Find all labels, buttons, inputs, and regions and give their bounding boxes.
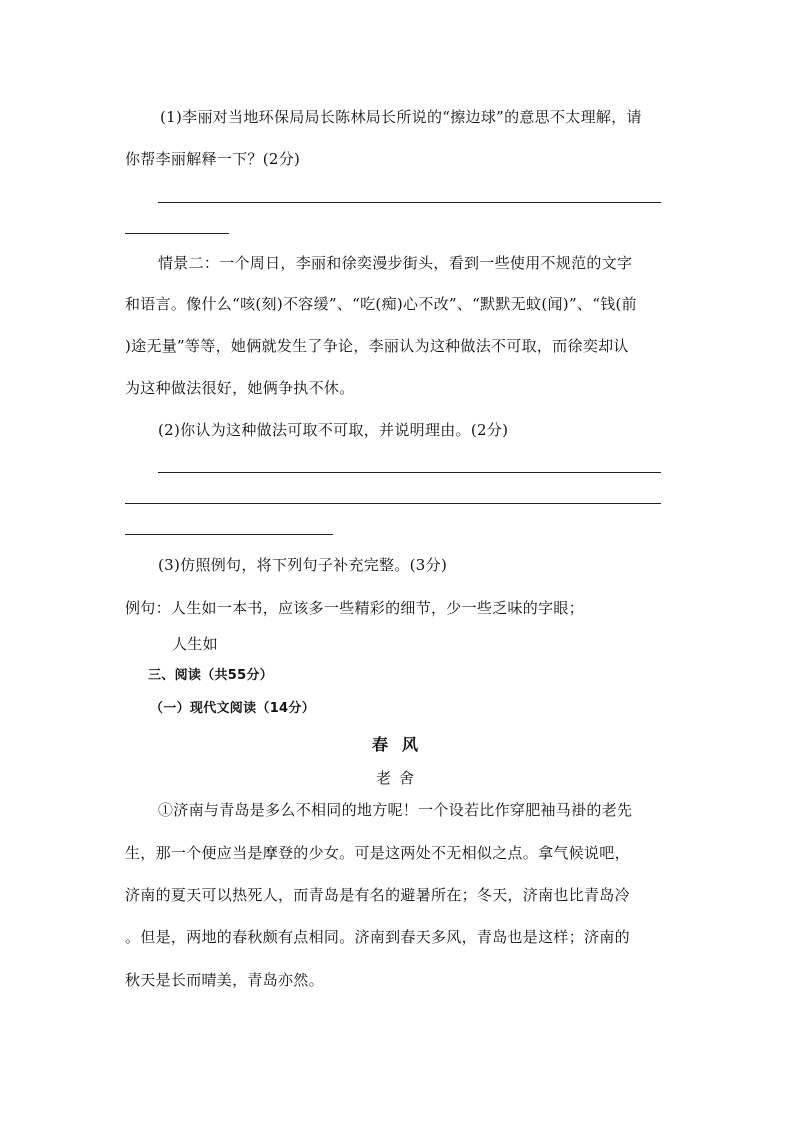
scene-2-line-3: )途无量”等等，她俩就发生了争论，李丽认为这种做法不可取，而徐奕却认 [125, 337, 629, 355]
answer-line [158, 202, 661, 203]
question-3-line-1: (3)仿照例句，将下列句子补充完整。(3分) [158, 556, 448, 574]
answer-line [125, 503, 661, 504]
article-title: 春风 [372, 735, 433, 754]
question-2-line-1: (2)你认为这种做法可取不可取，并说明理由。(2分) [158, 421, 509, 439]
paragraph-line: ①济南与青岛是多么不相同的地方呢！一个设若比作穿肥袖马褂的老先 [158, 801, 633, 819]
answer-start: 人生如 [172, 635, 218, 653]
answer-line [158, 472, 661, 473]
example-sentence: 例句：人生如一本书，应该多一些精彩的细节，少一些乏味的字眼； [125, 599, 585, 617]
answer-line [125, 534, 333, 535]
paragraph-line: 秋天是长而晴美，青岛亦然。 [125, 971, 324, 989]
section-heading: 三、阅读（共55分） [148, 668, 274, 683]
scene-2-line-2: 和语言。像什么“咳(刻)不容缓”、“吃(痴)心不改”、“默默无蚊(闻)”、“钱(前 [125, 295, 637, 313]
subsection-heading: （一）现代文阅读（14分） [150, 701, 315, 716]
paragraph-line: 。但是，两地的春秋颇有点相同。济南到春天多风，青岛也是这样；济南的 [125, 928, 630, 946]
paragraph-line: 济南的夏天可以热死人，而青岛是有名的避暑所在；冬天，济南也比青岛冷 [125, 886, 630, 904]
article-author: 老舍 [376, 769, 423, 787]
paragraph-line: 生，那一个便应当是摩登的少女。可是这两处不无相似之点。拿气候说吧， [125, 844, 630, 862]
question-1-line-1: (1)李丽对当地环保局局长陈林局长所说的“擦边球”的意思不太理解，请 [160, 108, 642, 126]
scene-2-line-1: 情景二：一个周日，李丽和徐奕漫步街头，看到一些使用不规范的文字 [158, 254, 633, 272]
scene-2-line-4: 为这种做法很好，她俩争执不休。 [125, 379, 355, 397]
answer-line [125, 233, 229, 234]
question-1-line-2: 你帮李丽解释一下？(2分) [125, 150, 301, 168]
